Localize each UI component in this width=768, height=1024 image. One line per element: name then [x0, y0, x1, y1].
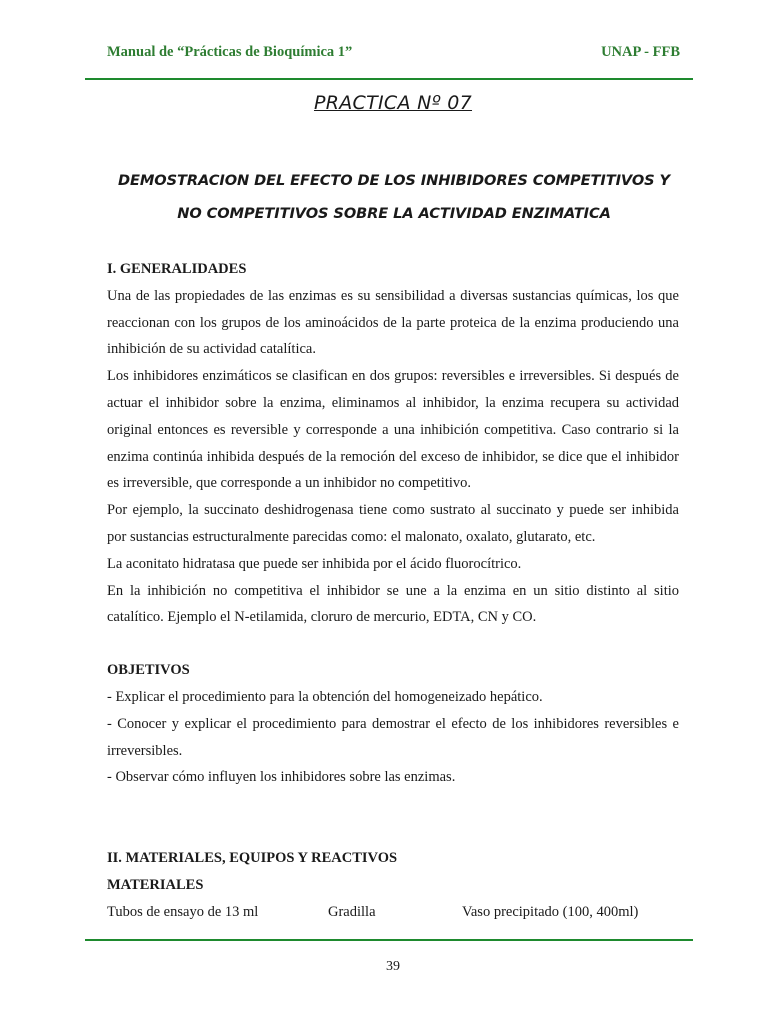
- section-heading-materiales: II. MATERIALES, EQUIPOS Y REACTIVOS: [107, 850, 398, 867]
- paragraph: La aconitato hidratasa que puede ser inhibida por el ácido fluorocítrico.: [107, 555, 522, 572]
- footer-divider: [85, 939, 693, 941]
- practice-title: PRACTICA Nº 07: [313, 92, 473, 114]
- header-manual-title: Manual de “Prácticas de Bioquímica 1”: [107, 44, 353, 60]
- material-item: Vaso precipitado (100, 400ml): [462, 903, 639, 920]
- material-item: Tubos de ensayo de 13 ml: [107, 903, 259, 920]
- materials-row: [107, 899, 679, 926]
- paragraph: Una de las propiedades de las enzimas es su sensibilidad a diversas sustancias químicas, los que reaccionan con los grupos de los aminoácidos de la parte proteica de la enzima produciendo una inhibición de su actividad catalítica.: [107, 287, 679, 358]
- document-title: [100, 164, 688, 230]
- section-heading-objetivos: OBJETIVOS: [107, 662, 190, 679]
- paragraph: Por ejemplo, la succinato deshidrogenasa tiene como sustrato al succinato y puede ser inhibida por sustancias estructuralmente parecidas como: el malonato, oxalato, glutarato, etc.: [107, 502, 679, 545]
- document-title-line-1: DEMOSTRACION DEL EFECTO DE LOS INHIBIDORES COMPETITIVOS Y: [118, 172, 670, 189]
- document-title-line-2: NO COMPETITIVOS SOBRE LA ACTIVIDAD ENZIMATICA: [177, 205, 611, 222]
- header-institution: UNAP - FFB: [601, 44, 680, 60]
- spacer: [107, 631, 679, 657]
- spacer: [107, 791, 679, 845]
- material-item: Gradilla: [328, 903, 376, 920]
- page-header: [107, 44, 680, 61]
- paragraph: Los inhibidores enzimáticos se clasifican en dos grupos: reversibles e irreversibles. Si después de actuar el inhibidor sobre la enzima, eliminamos al inhibidor, la enzima recupera su actividad original entonces es reversible y corresponde a una inhibición competitiva. Caso contrario si la enzima continúa inhibida después de la remoción del exceso de inhibidor, se dice que el inhibidor es irreversible, que corresponde a un inhibidor no competitivo.: [107, 368, 679, 492]
- objective-item: - Explicar el procedimiento para la obtención del homogeneizado hepático.: [107, 688, 543, 705]
- header-divider: [85, 78, 693, 80]
- paragraph: En la inhibición no competitiva el inhibidor se une a la enzima en un sitio distinto al sitio catalítico. Ejemplo el N-etilamida, cloruro de mercurio, EDTA, CN y CO.: [107, 582, 679, 626]
- page-number: 39: [386, 959, 400, 974]
- subheading-materiales: MATERIALES: [107, 876, 204, 893]
- document-body: [107, 256, 679, 926]
- objective-item: - Conocer y explicar el procedimiento para demostrar el efecto de los inhibidores reversibles e irreversibles.: [107, 715, 679, 759]
- objective-item: - Observar cómo influyen los inhibidores sobre las enzimas.: [107, 769, 456, 786]
- section-heading-generalidades: I. GENERALIDADES: [107, 261, 247, 277]
